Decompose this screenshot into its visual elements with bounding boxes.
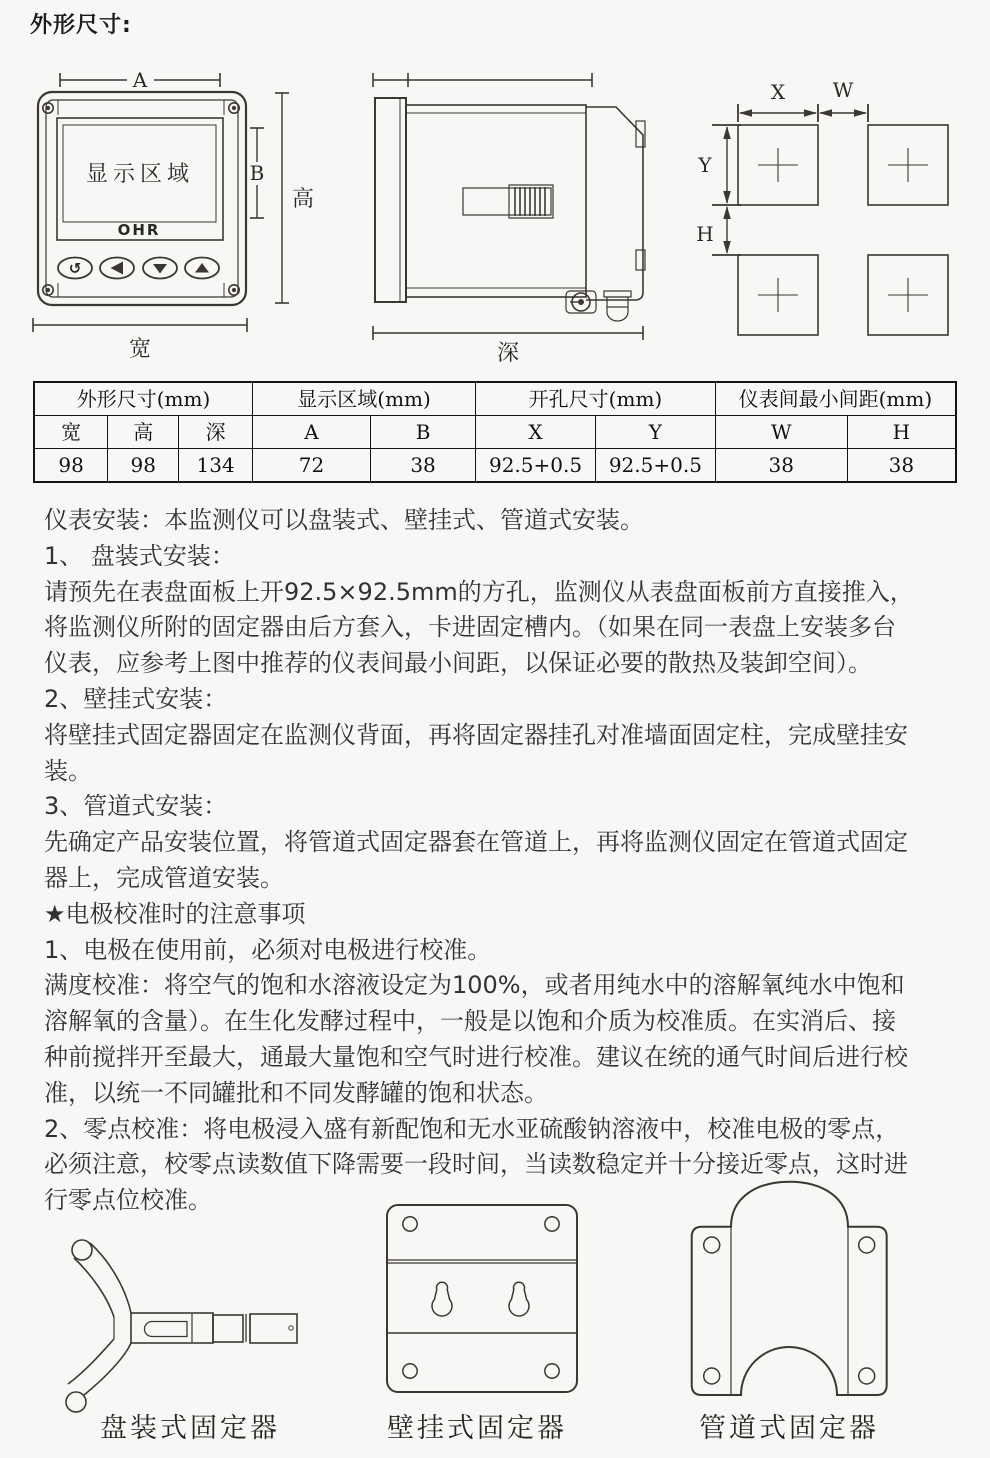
wall-fixture-caption: 壁挂式固定器: [387, 1413, 567, 1444]
table-cell: 38: [847, 449, 956, 483]
instruction-line: 将监测仪所附的固定器由后方套入，卡进固定槽内。（如果在同一表盘上安装多台: [44, 613, 896, 642]
keyhole-slot: [432, 1282, 452, 1316]
left-button: [100, 258, 134, 279]
dim-label-depth: 深: [496, 341, 520, 366]
cutout-drawing: [696, 78, 948, 335]
instruction-line: 器上，完成管道安装。: [44, 863, 284, 892]
table-header-cell: B: [371, 416, 476, 449]
table-header-row: [34, 416, 956, 449]
corner-screws: [43, 100, 239, 297]
table-header-cell: X: [476, 416, 596, 449]
instruction-line: 将壁挂式固定器固定在监测仪背面，再将固定器挂孔对准墙面固定柱，完成壁挂安: [44, 720, 908, 749]
dim-label-w: W: [832, 78, 854, 102]
dimension-table: [33, 381, 957, 483]
table-cell: 38: [371, 449, 476, 483]
instruction-line: 3、管道式安装：: [44, 792, 228, 821]
dim-label-width: 宽: [128, 337, 152, 362]
down-button: [143, 258, 177, 279]
table-cell: 72: [252, 449, 370, 483]
instruction-line: 先确定产品安装位置，将管道式固定器套在管道上，再将监测仪固定在管道式固定: [44, 828, 908, 857]
clamp-hatch: [515, 187, 545, 216]
panel-fixture-caption: 盘装式固定器: [100, 1413, 280, 1444]
instruction-line: ★电极校准时的注意事项: [44, 899, 306, 928]
keypad: [58, 258, 219, 279]
center-crosses: [758, 148, 928, 312]
table-group-row: [34, 382, 956, 416]
up-arrow-icon: [195, 263, 209, 273]
instruction-line: 仪表安装：本监测仪可以盘装式、壁挂式、管道式安装。: [44, 506, 644, 534]
instruction-line: 1、电极在使用前，必须对电极进行校准。: [44, 935, 492, 964]
installation-instructions: [44, 503, 969, 1219]
table-group-cell: 外形尺寸(mm): [34, 382, 252, 416]
table-cell: 98: [108, 449, 179, 483]
instruction-line: 满度校准：将空气的饱和水溶液设定为100%，或者用纯水中的溶解氧纯水中饱和: [44, 971, 905, 1000]
dim-label-y: Y: [698, 153, 712, 177]
display-frame: [57, 118, 223, 240]
instruction-line: 种前搅拌开至最大，通最大量饱和空气时进行校准。建议在统的通气时间后进行校: [44, 1042, 908, 1071]
table-cell: 92.5+0.5: [595, 449, 715, 483]
instruction-line: 请预先在表盘面板上开92.5×92.5mm的方孔，监测仪从表盘面板前方直接推入，: [44, 577, 914, 606]
display-area-label: 显示区域: [85, 162, 195, 187]
dim-label-h: H: [696, 222, 714, 246]
instruction-line: 准，以统一不同罐批和不同发酵罐的饱和状态。: [44, 1078, 548, 1107]
table-header-cell: H: [847, 416, 956, 449]
instruction-line: 仪表，应参考上图中推荐的仪表间最小间距，以保证必要的散热及装卸空间）。: [44, 649, 872, 678]
down-arrow-icon: [153, 264, 167, 274]
dim-label-b: B: [249, 161, 265, 185]
cycle-icon: ↺: [68, 259, 82, 278]
front-view-drawing: [33, 68, 314, 362]
table-cell: 38: [715, 449, 847, 483]
instruction-line: 装。: [44, 756, 92, 785]
table-header-cell: W: [715, 416, 847, 449]
table-header-cell: A: [252, 416, 370, 449]
panel-fixture-drawing: [66, 1240, 297, 1412]
left-arrow-icon: [111, 262, 124, 275]
page-title: 外形尺寸:: [30, 13, 132, 38]
table-group-cell: 显示区域(mm): [252, 382, 475, 416]
brand-logo: OHR: [117, 221, 161, 239]
dim-label-x: X: [770, 80, 786, 104]
table-header-cell: 宽: [34, 416, 108, 449]
dim-label-a: A: [132, 68, 148, 92]
side-view-drawing: [373, 73, 645, 366]
table-header-cell: Y: [595, 416, 715, 449]
instruction-line: 行零点位校准。: [44, 1186, 212, 1215]
instruction-line: 2、零点校准：将电极浸入盛有新配饱和无水亚硫酸钠溶液中，校准电极的零点，: [44, 1114, 900, 1143]
table-cell: 92.5+0.5: [476, 449, 596, 483]
table-value-row: [34, 449, 956, 483]
instruction-line: 2、壁挂式安装：: [44, 684, 228, 713]
table-group-cell: 仪表间最小间距(mm): [715, 382, 956, 416]
instruction-line: 1、 盘装式安装：: [44, 541, 235, 570]
dim-label-height: 高: [291, 187, 315, 212]
table-header-cell: 深: [179, 416, 253, 449]
up-button: [185, 258, 219, 279]
keyhole-slot: [509, 1282, 529, 1316]
instruction-line: 溶解氧的含量）。在生化发酵过程中，一般是以饱和介质为校准质。在实消后、接: [44, 1007, 896, 1036]
table-cell: 134: [179, 449, 253, 483]
instruction-line: 必须注意，校零点读数值下降需要一段时间，当读数稳定并十分接近零点，这时进: [44, 1150, 908, 1179]
table-group-cell: 开孔尺寸(mm): [476, 382, 716, 416]
loop-button: [58, 258, 92, 279]
table-cell: 98: [34, 449, 108, 483]
table-header-cell: 高: [108, 416, 179, 449]
pipe-fixture-caption: 管道式固定器: [699, 1413, 879, 1444]
wall-fixture-drawing: [387, 1205, 577, 1392]
